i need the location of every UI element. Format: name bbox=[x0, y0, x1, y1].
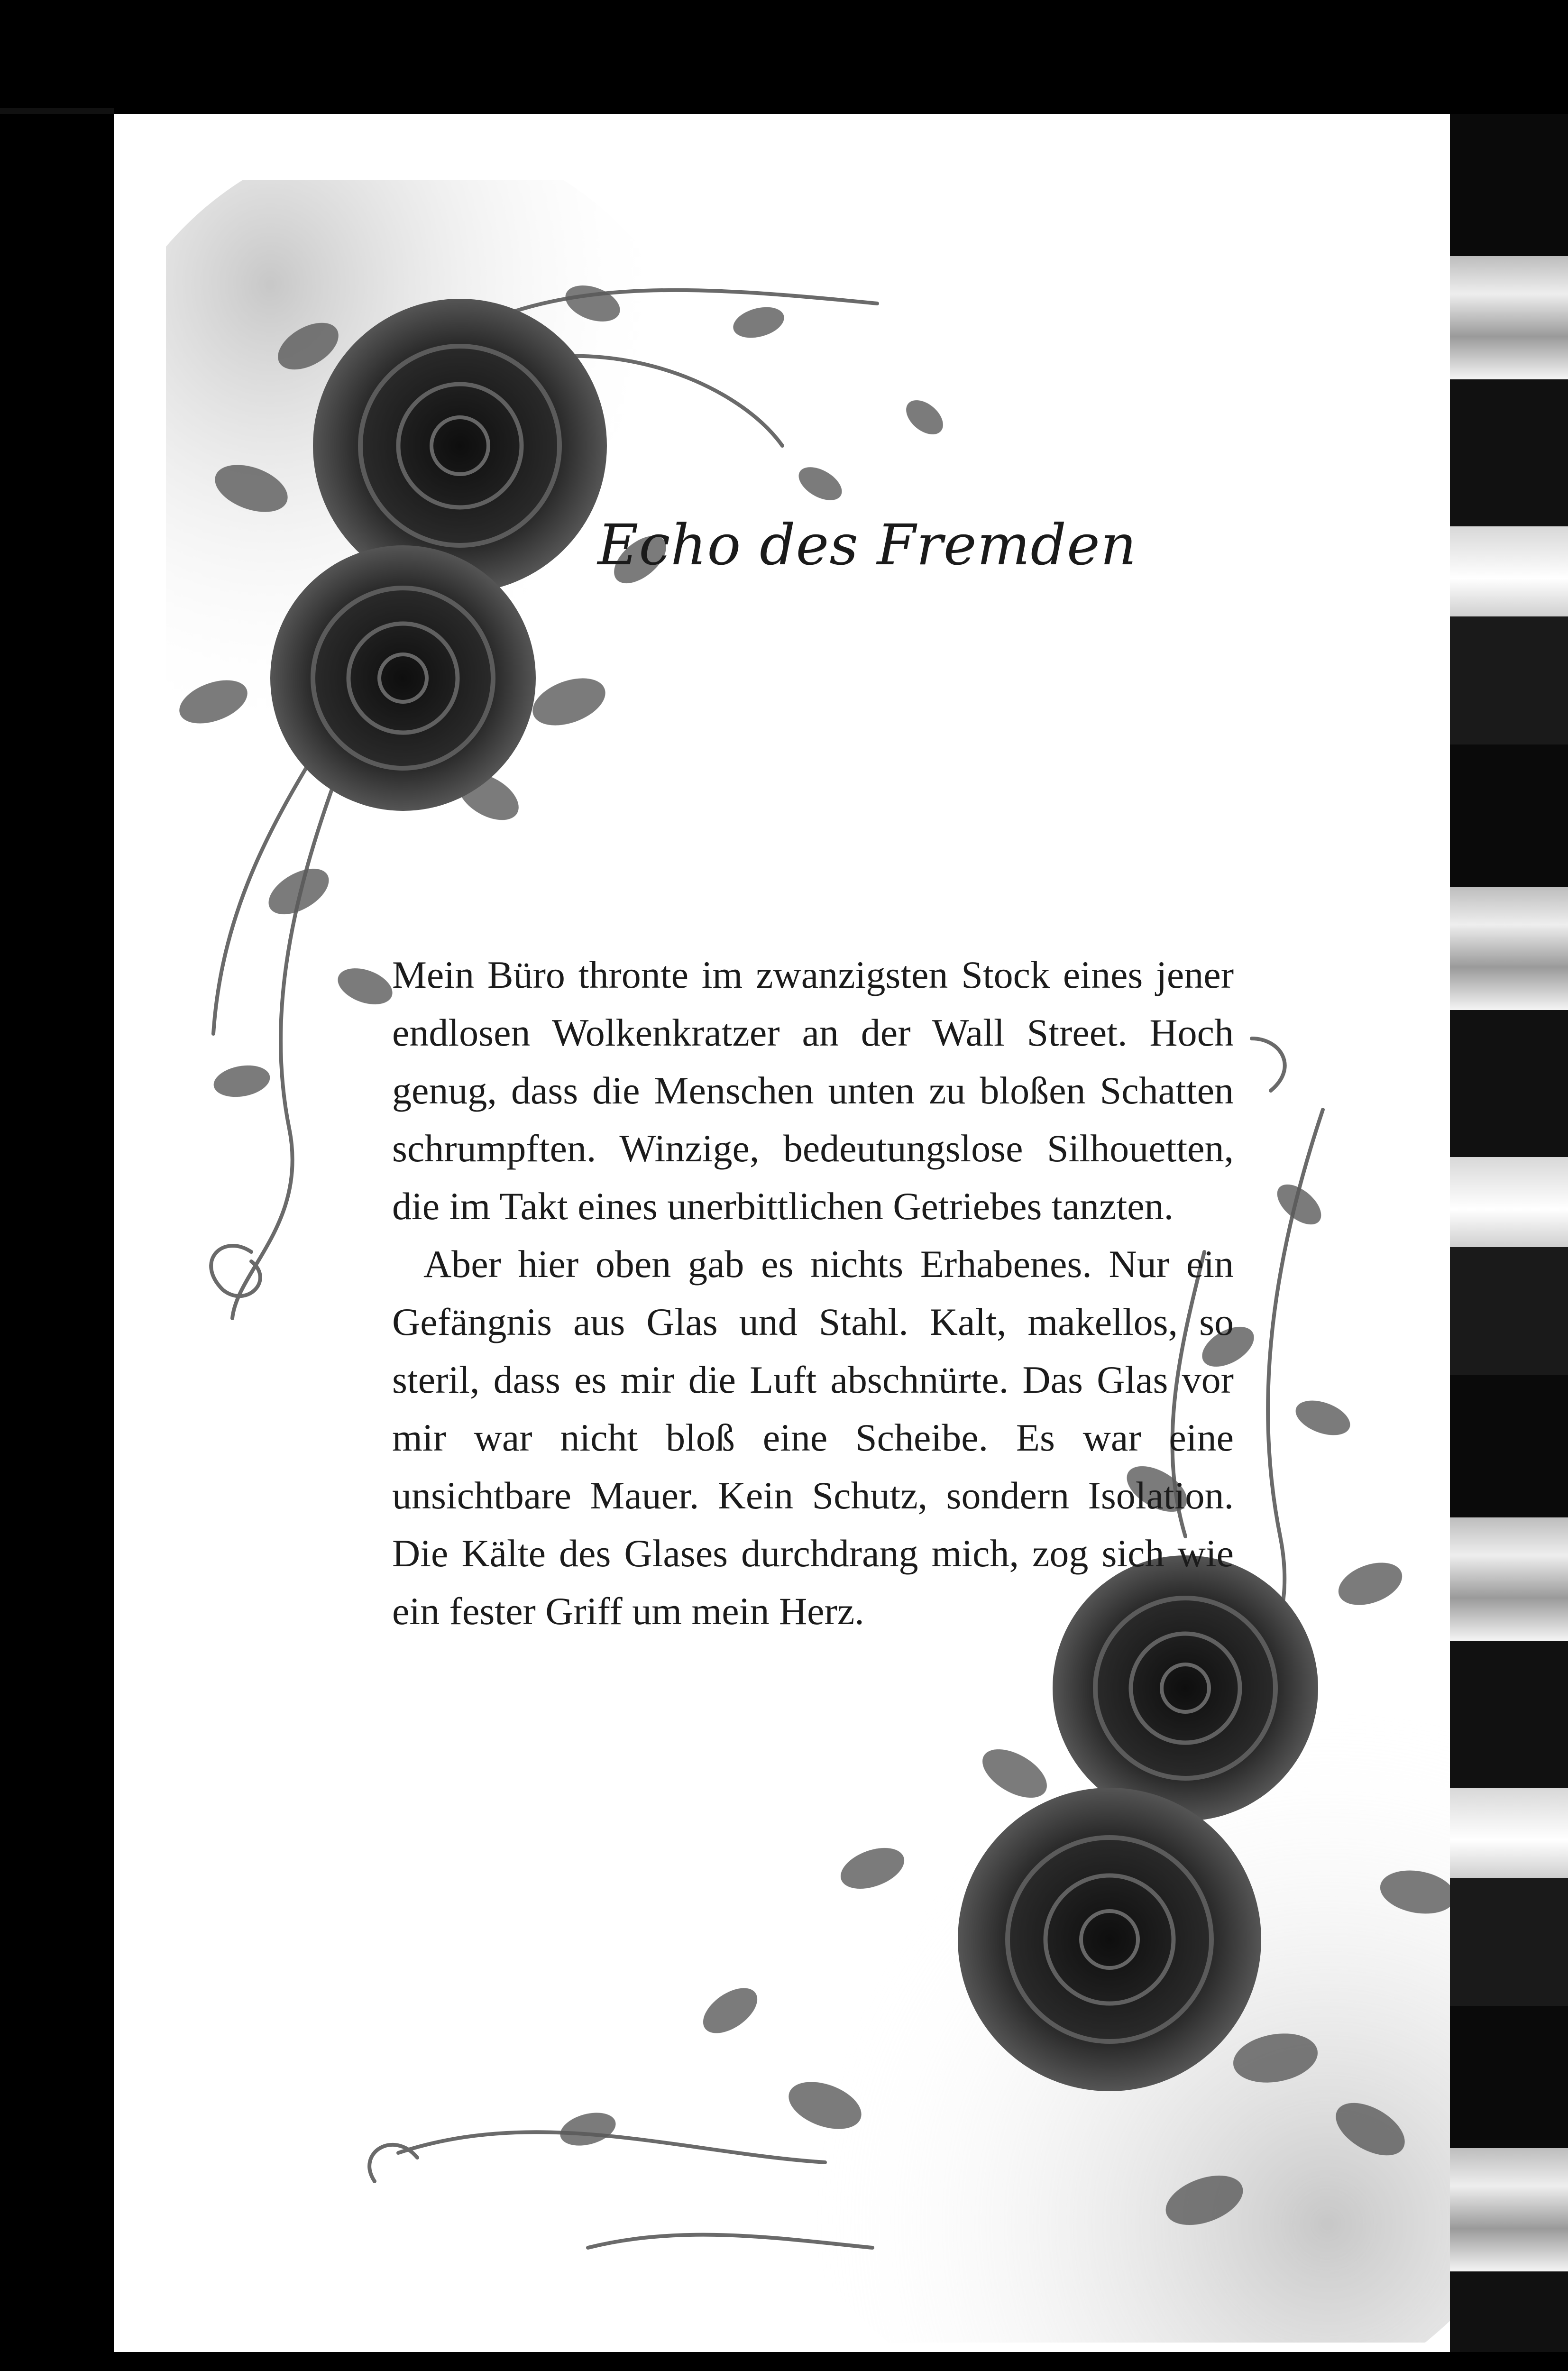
scan-edge bbox=[0, 108, 114, 114]
scan-edge-streaks bbox=[1450, 114, 1568, 2352]
paragraph: Aber hier oben gab es nichts Erhabenes. Nur ein Gefängnis aus Glas und Stahl. Kalt, makellos, so steril, dass es mir die Luft abschnürte. Das Glas vor mir war nicht bloß eine Scheibe. Es war eine unsichtbare Mauer. Kein Schutz, sondern Isolation. Die Kälte des Glases durchdrang mich, zog sich wie ein fester Griff um mein Herz. bbox=[392, 1242, 1234, 1633]
chapter-body bbox=[392, 946, 1234, 1640]
rose-icon bbox=[270, 545, 536, 811]
paragraph: Mein Büro thronte im zwanzigsten Stock eines jener endlosen Wolkenkratzer an der Wall Street. Hoch genug, dass die Menschen unten zu bloßen Schatten schrumpften. Winzige, bedeutungslose Silhouetten, die im Takt eines unerbittlichen Getriebes tanzten. bbox=[392, 953, 1234, 1228]
rose-icon bbox=[958, 1788, 1261, 2091]
book-page bbox=[114, 114, 1450, 2352]
chapter-title: Echo des Fremden bbox=[597, 512, 1137, 578]
